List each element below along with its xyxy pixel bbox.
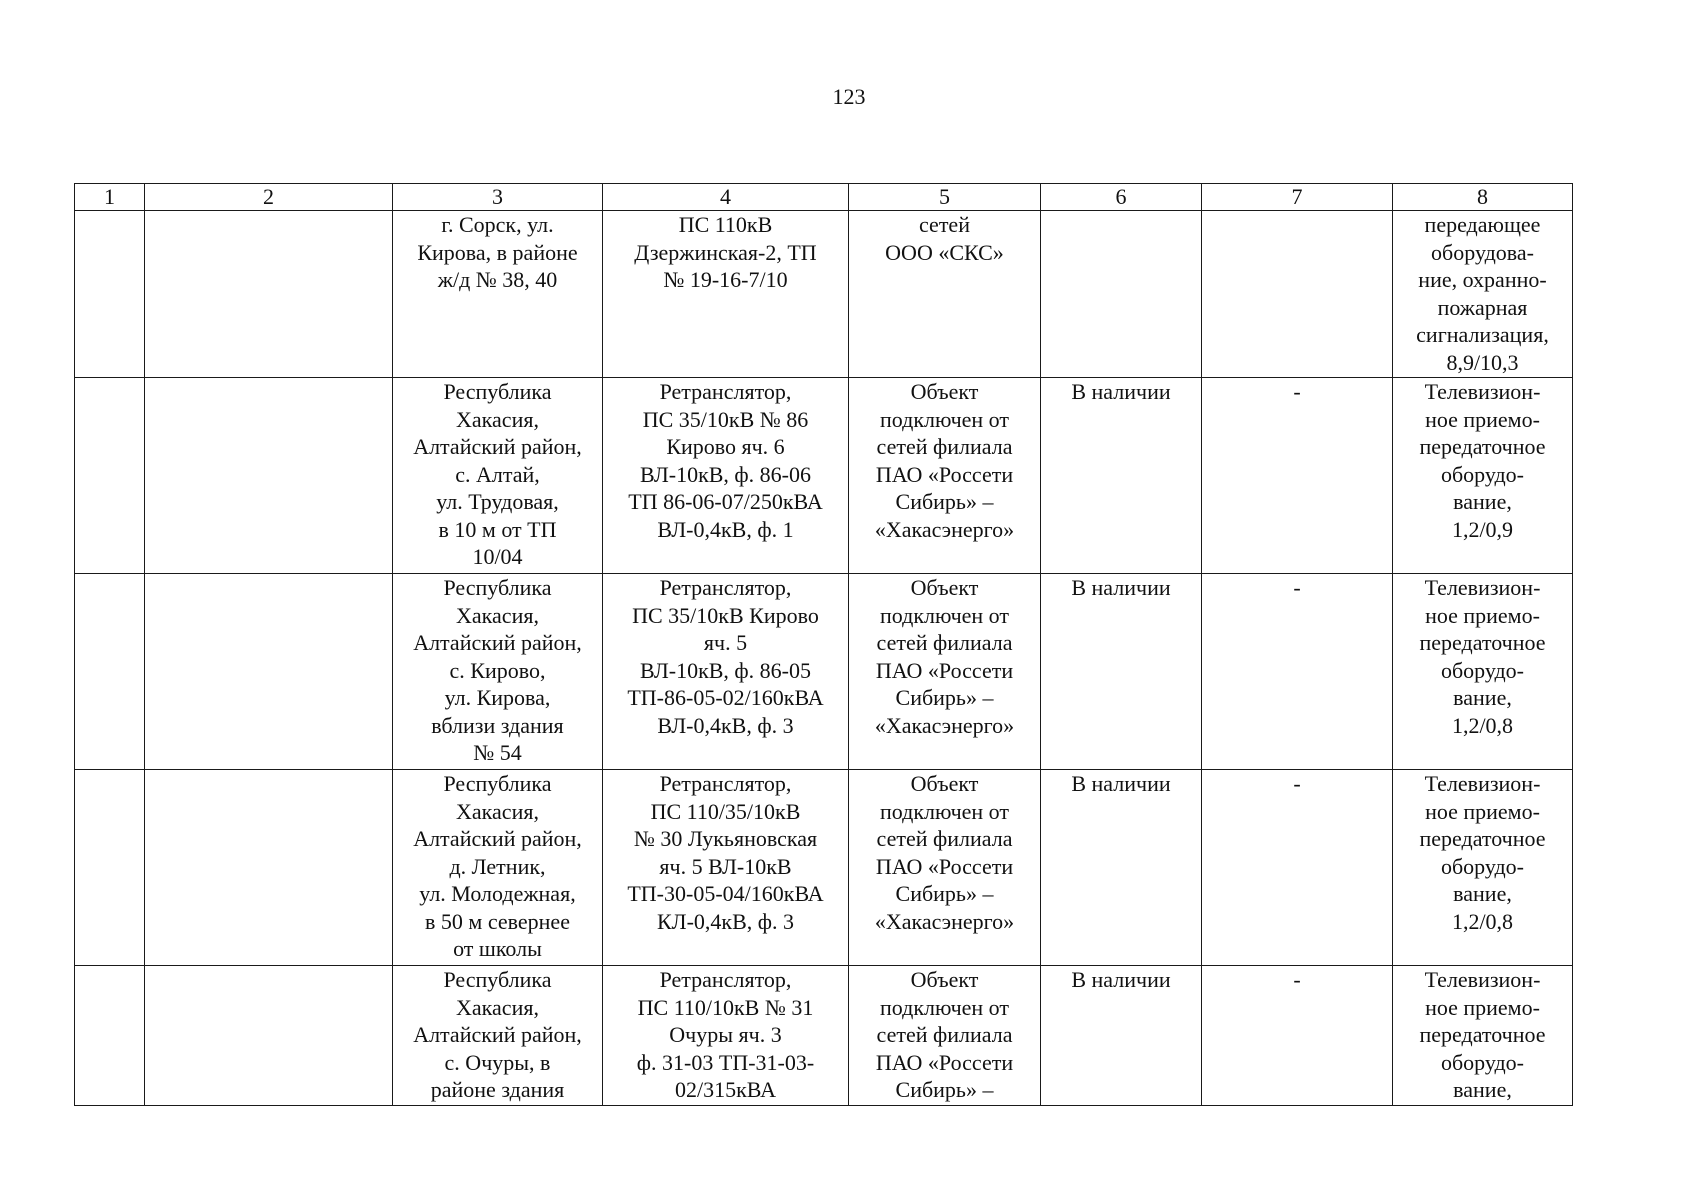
cell-text-line: ТП-30-05-04/160кВА (627, 881, 824, 906)
cell-connection (849, 966, 1041, 1106)
cell-text-line: ПАО «Россети (875, 1049, 1014, 1075)
cell-text-line: Республика (443, 379, 552, 404)
cell-equipment (603, 770, 849, 966)
cell-name (145, 378, 393, 574)
cell-name (145, 211, 393, 378)
cell-text-line: 02/315кВА (675, 1077, 776, 1102)
cell-text-line: № 54 (473, 740, 522, 765)
cell-text-line: 1,2/0,8 (1451, 908, 1514, 934)
cell-text-line: ПС 110/35/10кВ (650, 798, 801, 824)
cell-text-line: ул. Молодежная, (419, 881, 576, 906)
cell-text-line: сетей (919, 212, 970, 237)
cell-text-line: № 19-16-7/10 (663, 267, 788, 292)
column-header: 2 (145, 184, 393, 211)
cell-text-line: 8,9/10,3 (1446, 349, 1519, 375)
cell-text-line: ПС 110/10кВ № 31 (637, 994, 814, 1020)
cell-location (393, 378, 603, 574)
cell-text-line: подключен от (879, 406, 1010, 432)
cell-text-line: 10/04 (472, 544, 523, 569)
cell-text-line: передаточное (1419, 434, 1546, 459)
cell-text-line: вание, (1453, 881, 1512, 906)
cell-number (75, 770, 145, 966)
cell-text-line: ное приемо- (1425, 994, 1540, 1020)
cell-text-line: Сибирь» – (895, 881, 994, 906)
cell-text-line: ВЛ-10кВ, ф. 86-06 (639, 461, 812, 487)
cell-text-line: оборудо- (1440, 853, 1525, 879)
cell-availability: В наличии (1041, 770, 1202, 966)
cell-text-line: в 10 м от ТП (438, 516, 557, 542)
cell-text-line: Хакасия, (456, 994, 539, 1020)
cell-text-line: д. Летник, (449, 853, 546, 879)
cell-location (393, 211, 603, 378)
cell-text-line: Кирова, в районе (417, 239, 578, 265)
cell-availability (1041, 211, 1202, 378)
cell-text-line: вание, (1453, 489, 1512, 514)
cell-text-line: «Хакасэнерго» (874, 908, 1015, 934)
cell-availability: В наличии (1041, 574, 1202, 770)
cell-connection (849, 574, 1041, 770)
cell-text-line: ВЛ-0,4кВ, ф. 1 (657, 516, 794, 542)
cell-text-line: вание, (1453, 685, 1512, 710)
cell-text-line: ул. Кирова, (444, 685, 551, 710)
cell-text-line: вблизи здания (431, 712, 564, 738)
cell-text-line: ное приемо- (1425, 406, 1540, 432)
cell-text-line: Хакасия, (456, 798, 539, 824)
cell-text-line: Дзержинская-2, ТП (634, 239, 817, 265)
cell-text-line: 1,2/0,8 (1451, 712, 1514, 738)
cell-text-line: ПС 35/10кВ Кирово (632, 602, 819, 628)
cell-text-line: «Хакасэнерго» (874, 516, 1015, 542)
cell-text-line: ВЛ-0,4кВ, ф. 3 (657, 712, 794, 738)
column-header: 7 (1202, 184, 1393, 211)
column-header: 5 (849, 184, 1041, 211)
column-number-row (75, 184, 1573, 211)
cell-text-line: ПАО «Россети (875, 853, 1014, 879)
cell-text-line: «Хакасэнерго» (874, 712, 1015, 738)
cell-text-line: Телевизион- (1424, 771, 1541, 796)
cell-equipment (603, 966, 849, 1106)
cell-text-line: Ретранслятор, (659, 379, 792, 404)
table-row (75, 574, 1573, 770)
cell-text-line: ул. Трудовая, (436, 489, 559, 514)
cell-text-line: 1,2/0,9 (1451, 516, 1514, 542)
cell-description (1393, 770, 1573, 966)
cell-text-line: ПАО «Россети (875, 657, 1014, 683)
cell-text-line: районе здания (430, 1077, 565, 1102)
table-row (75, 966, 1573, 1106)
cell-equipment (603, 378, 849, 574)
cell-text-line: Ретранслятор, (659, 771, 792, 796)
cell-text-line: с. Алтай, (455, 461, 540, 487)
cell-description (1393, 574, 1573, 770)
cell-text-line: сетей филиала (876, 630, 1013, 655)
cell-col7: - (1202, 574, 1393, 770)
cell-text-line: оборудо- (1440, 461, 1525, 487)
cell-text-line: Республика (443, 771, 552, 796)
cell-number (75, 211, 145, 378)
cell-col7: - (1202, 966, 1393, 1106)
cell-description (1393, 211, 1573, 378)
cell-text-line: Объект (910, 771, 979, 796)
data-table (74, 183, 1573, 1106)
cell-number (75, 966, 145, 1106)
cell-text-line: Алтайский район, (413, 826, 582, 851)
cell-description (1393, 966, 1573, 1106)
cell-name (145, 574, 393, 770)
column-header: 4 (603, 184, 849, 211)
cell-text-line: КЛ-0,4кВ, ф. 3 (656, 908, 795, 934)
cell-text-line: Телевизион- (1424, 967, 1541, 992)
cell-text-line: сетей филиала (876, 434, 1013, 459)
cell-text-line: ж/д № 38, 40 (437, 267, 558, 292)
cell-text-line: Объект (910, 379, 979, 404)
cell-text-line: ф. 31-03 ТП-31-03- (636, 1049, 815, 1075)
cell-connection (849, 211, 1041, 378)
cell-text-line: Ретранслятор, (659, 575, 792, 600)
cell-number (75, 574, 145, 770)
cell-equipment (603, 574, 849, 770)
cell-text-line: № 30 Лукьяновская (633, 826, 818, 851)
cell-text-line: ПС 110кВ (678, 212, 773, 237)
cell-text-line: Кирово яч. 6 (666, 434, 785, 459)
cell-text-line: передаточное (1419, 826, 1546, 851)
cell-location (393, 574, 603, 770)
cell-text-line: сетей филиала (876, 826, 1013, 851)
cell-text-line: ПС 35/10кВ № 86 (642, 406, 809, 432)
cell-text-line: с. Очуры, в (444, 1049, 551, 1075)
cell-location (393, 966, 603, 1106)
cell-number (75, 378, 145, 574)
cell-text-line: с. Кирово, (449, 657, 546, 683)
cell-text-line: сигнализация, (1416, 322, 1549, 347)
table-row (75, 378, 1573, 574)
cell-availability: В наличии (1041, 966, 1202, 1106)
cell-text-line: оборудова- (1431, 239, 1534, 265)
cell-col7 (1202, 211, 1393, 378)
cell-connection (849, 770, 1041, 966)
cell-name (145, 770, 393, 966)
cell-text-line: подключен от (879, 602, 1010, 628)
cell-text-line: оборудо- (1440, 1049, 1525, 1075)
cell-text-line: Алтайский район, (413, 434, 582, 459)
cell-text-line: Сибирь» – (895, 489, 994, 514)
cell-text-line: оборудо- (1440, 657, 1525, 683)
table-row (75, 770, 1573, 966)
cell-col7: - (1202, 378, 1393, 574)
cell-availability: В наличии (1041, 378, 1202, 574)
cell-text-line: Алтайский район, (413, 630, 582, 655)
cell-text-line: ПАО «Россети (875, 461, 1014, 487)
cell-text-line: Республика (443, 967, 552, 992)
cell-description (1393, 378, 1573, 574)
cell-equipment (603, 211, 849, 378)
cell-text-line: ное приемо- (1425, 602, 1540, 628)
cell-text-line: Хакасия, (456, 602, 539, 628)
cell-text-line: Республика (443, 575, 552, 600)
column-header: 8 (1393, 184, 1573, 211)
column-header: 6 (1041, 184, 1202, 211)
cell-text-line: Алтайский район, (413, 1022, 582, 1047)
cell-text-line: яч. 5 ВЛ-10кВ (659, 853, 792, 879)
cell-text-line: Телевизион- (1424, 575, 1541, 600)
cell-text-line: передаточное (1419, 1022, 1546, 1047)
cell-text-line: Объект (910, 575, 979, 600)
cell-text-line: Телевизион- (1424, 379, 1541, 404)
cell-text-line: Сибирь» – (895, 1077, 994, 1102)
cell-text-line: Ретранслятор, (659, 967, 792, 992)
page-number: 123 (832, 84, 866, 109)
cell-text-line: ООО «СКС» (885, 239, 1004, 265)
table-row (75, 211, 1573, 378)
cell-text-line: яч. 5 (703, 630, 748, 655)
cell-text-line: ВЛ-10кВ, ф. 86-05 (639, 657, 812, 683)
cell-text-line: подключен от (879, 994, 1010, 1020)
cell-location (393, 770, 603, 966)
cell-text-line: от школы (453, 936, 542, 961)
cell-text-line: Объект (910, 967, 979, 992)
column-header: 1 (75, 184, 145, 211)
cell-name (145, 966, 393, 1106)
cell-text-line: подключен от (879, 798, 1010, 824)
cell-text-line: в 50 м севернее (425, 908, 570, 934)
cell-text-line: Очуры яч. 3 (669, 1022, 782, 1047)
cell-text-line: передающее (1424, 212, 1541, 237)
cell-text-line: ТП-86-05-02/160кВА (627, 685, 824, 710)
column-header: 3 (393, 184, 603, 211)
cell-text-line: передаточное (1419, 630, 1546, 655)
cell-text-line: сетей филиала (876, 1022, 1013, 1047)
cell-col7: - (1202, 770, 1393, 966)
cell-text-line: вание, (1453, 1077, 1512, 1102)
cell-text-line: ное приемо- (1425, 798, 1540, 824)
cell-text-line: Сибирь» – (895, 685, 994, 710)
cell-text-line: пожарная (1437, 294, 1528, 320)
cell-connection (849, 378, 1041, 574)
cell-text-line: ние, охранно- (1418, 267, 1547, 292)
cell-text-line: Хакасия, (456, 406, 539, 432)
cell-text-line: г. Сорск, ул. (441, 212, 554, 237)
cell-text-line: ТП 86-06-07/250кВА (628, 489, 823, 514)
